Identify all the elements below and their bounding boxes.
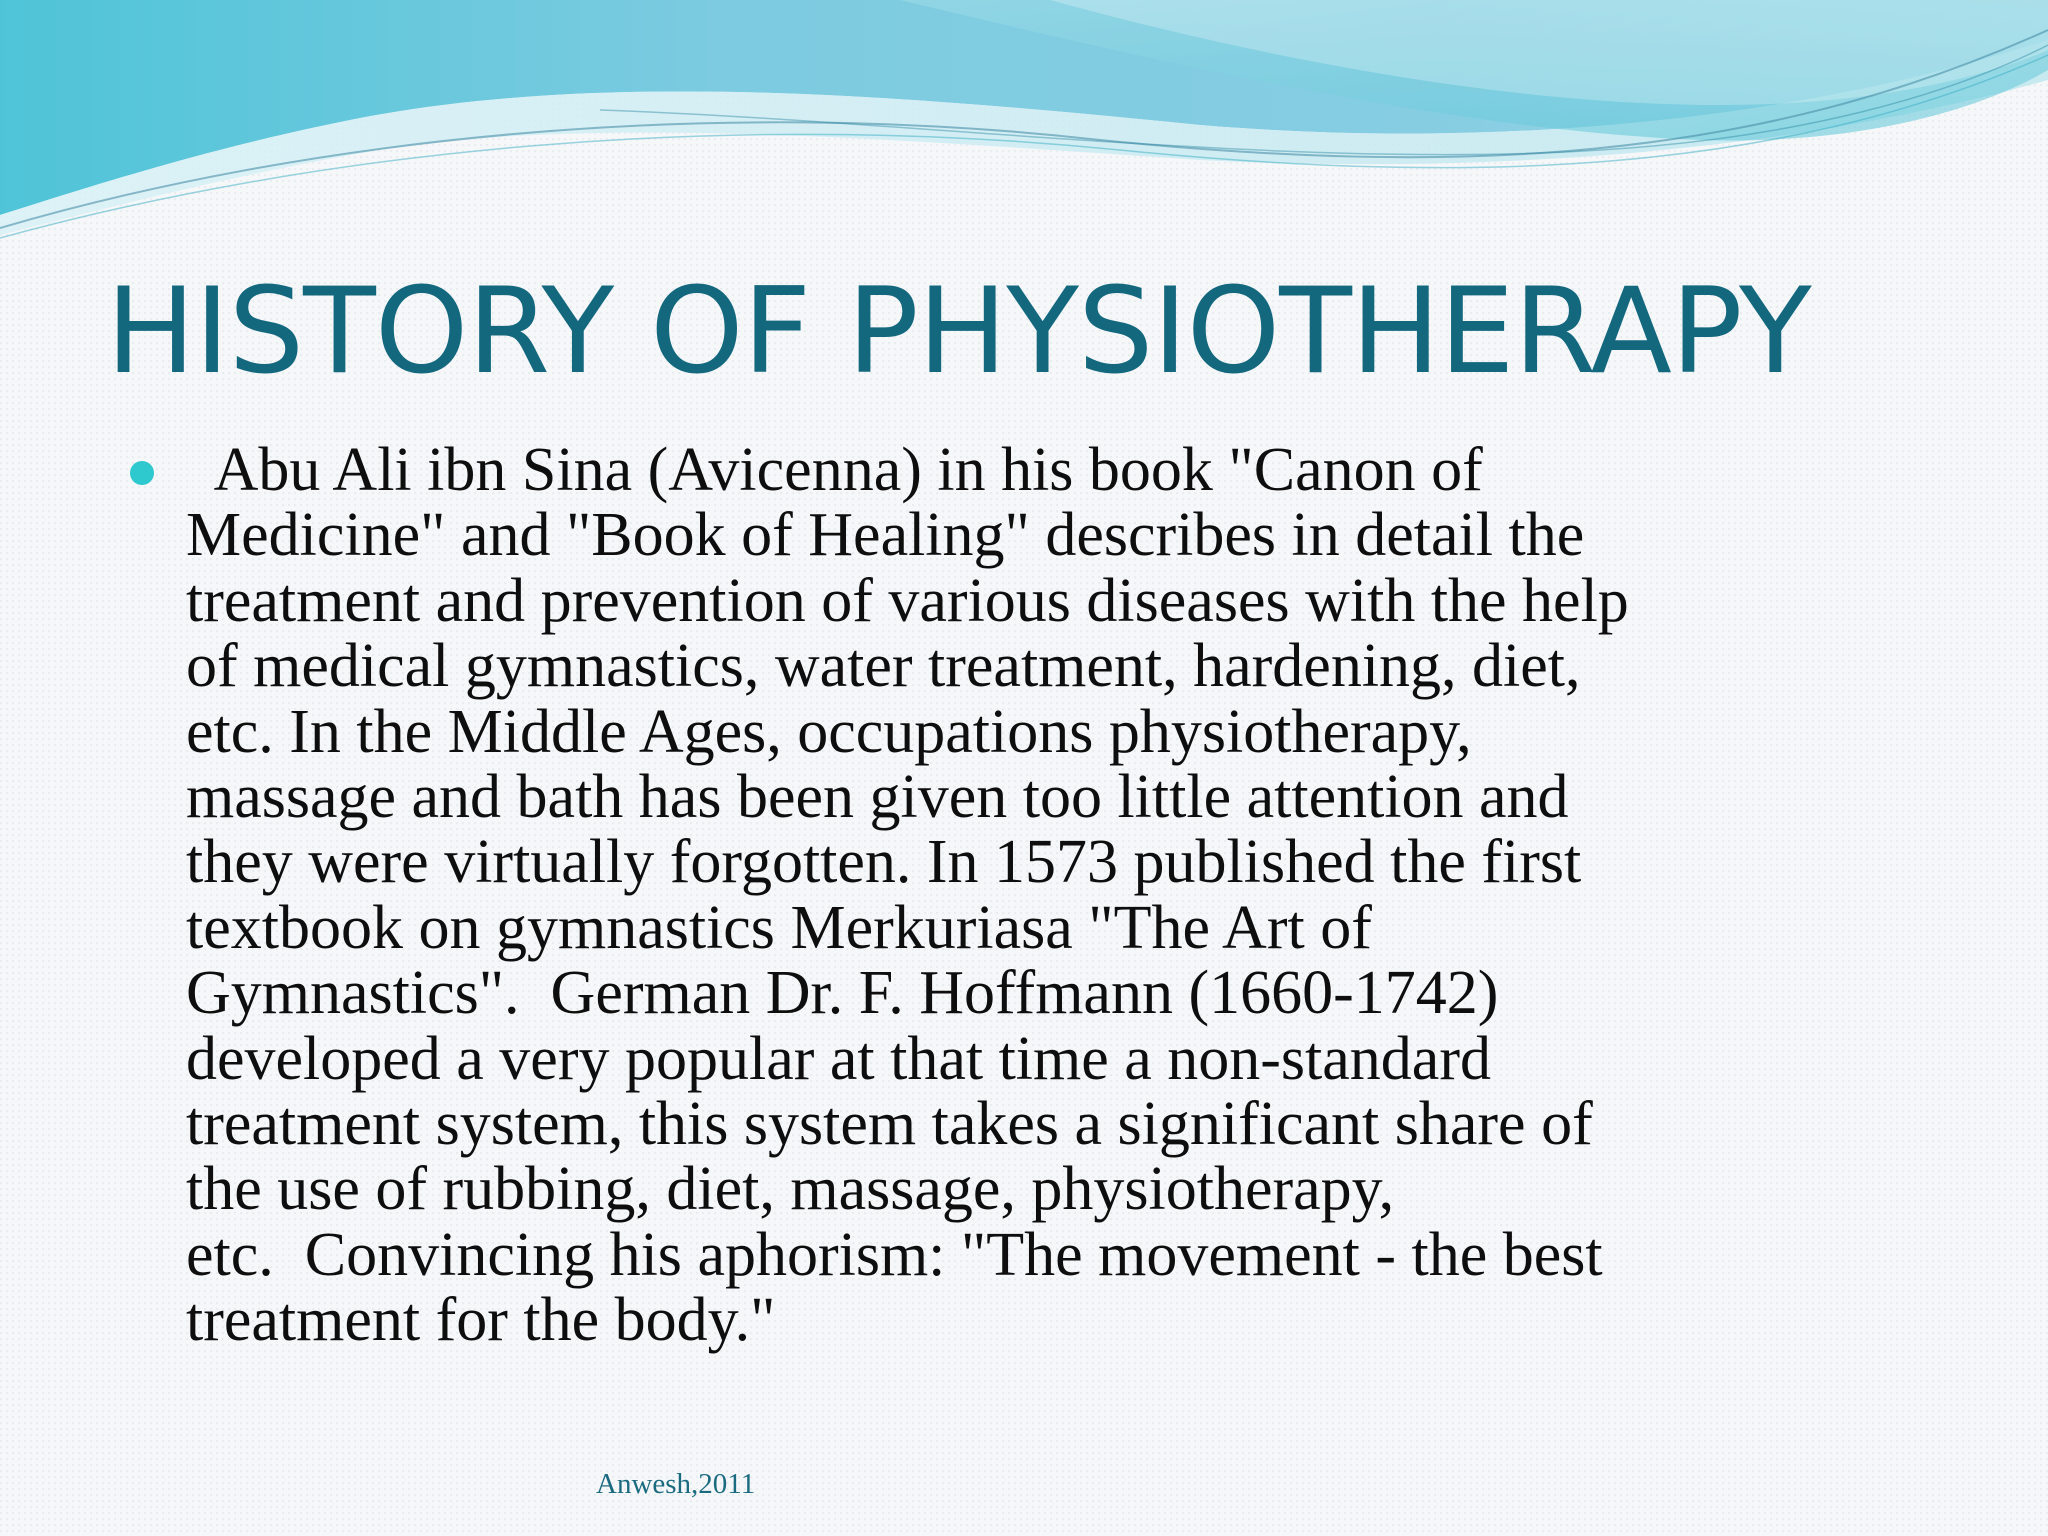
slide-title: HISTORY OF PHYSIOTHERAPY [106,263,1811,401]
body-line: treatment for the body." [186,1286,776,1355]
footer-credit: Anwesh,2011 [596,1468,756,1500]
body-paragraph [186,438,1916,1354]
body-line: etc. Convincing his aphorism: "The movement - the best [186,1220,1603,1289]
body-line: etc. In the Middle Ages, occupations physiotherapy, [186,697,1472,766]
bullet-point-icon [130,461,154,485]
body-line: the use of rubbing, diet, massage, physiotherapy, [186,1155,1395,1224]
body-line: treatment system, this system takes a significant share of [186,1090,1593,1159]
body-line: Medicine" and "Book of Healing" describes in detail the [186,501,1585,570]
body-line: of medical gymnastics, water treatment, hardening, diet, [186,632,1581,701]
body-line: treatment and prevention of various diseases with the help [186,566,1629,635]
body-line: massage and bath has been given too little attention and [186,763,1569,832]
header-wave-decoration [0,0,2048,260]
body-line: Gymnastics". German Dr. F. Hoffmann (1660-1742) [186,959,1499,1028]
body-line: Abu Ali ibn Sina (Avicenna) in his book "Canon of [186,436,1483,504]
body-line: developed a very popular at that time a non-standard [186,1024,1491,1093]
body-line: they were virtually forgotten. In 1573 published the first [186,828,1582,897]
body-line: textbook on gymnastics Merkuriasa "The Art of [186,893,1372,962]
